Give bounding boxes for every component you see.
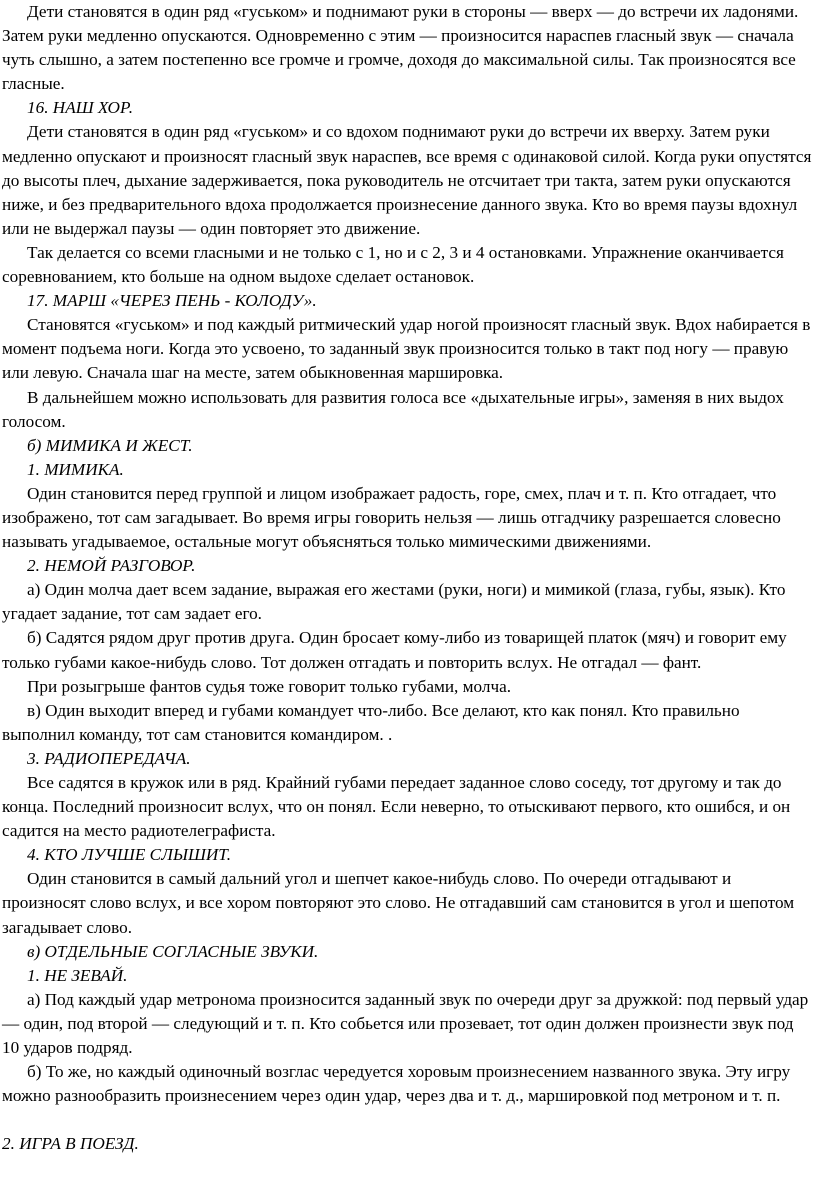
section-heading: 1. МИМИКА. bbox=[27, 459, 124, 479]
section-heading: 16. НАШ ХОР. bbox=[27, 98, 134, 118]
paragraph: Дети становятся в один ряд «гуськом» и со вдохом поднимают руки до встречи их вверху. Затем руки медленно опускают и произносят гласный звук нараспев, все время с одинаковой силой. Когда руки опустятся до высоты плеч, дыхание задерживается, пока руководитель не отсчитает три такта, затем руки опускаются ниже, и без предварительного вдоха продолжается произнесение данного звука. Кто во время паузы вдохнул или не выдержал паузы — один повторяет это движение. bbox=[2, 122, 812, 238]
paragraph: Так делается со всеми гласными и не только с 1, но и с 2, 3 и 4 остановками. Упражнение оканчивается соревнованием, кто больше на одном выдохе сделает остановок. bbox=[2, 242, 784, 287]
section-heading: 3. РАДИОПЕРЕДАЧА. bbox=[27, 748, 191, 768]
section-heading: 2. ИГРА В ПОЕЗД. bbox=[2, 1134, 139, 1154]
section-heading: 4. КТО ЛУЧШЕ СЛЫШИТ. bbox=[27, 845, 232, 865]
paragraph: В дальнейшем можно использовать для развития голоса все «дыхательные игры», заменяя в них выдох голосом. bbox=[2, 387, 784, 431]
section-heading: б) МИМИКА И ЖЕСТ. bbox=[27, 435, 193, 455]
document-page bbox=[2, 0, 814, 1156]
paragraph: Один становится перед группой и лицом изображает радость, горе, смех, плач и т. п. Кто отгадает, что изображено, тот сам загадывает. Во время игры говорить нельзя — лишь отгадчику разрешается словесно называть угадываемое, остальные могут объясняться только мимическими движениями. bbox=[2, 483, 781, 552]
paragraph: в) Один выходит вперед и губами командует что-либо. Все делают, кто как понял. Кто правильно выполнил команду, тот сам становится командиром. . bbox=[2, 700, 740, 744]
paragraph: б) Садятся рядом друг против друга. Один бросает кому-либо из товарищей платок (мяч) и говорит ему только губами какое-нибудь слово. Тот должен отгадать и повторить вслух. Не отгадал — фант. bbox=[2, 628, 787, 672]
section-heading: 17. МАРШ «ЧЕРЕЗ ПЕНЬ - КОЛОДУ». bbox=[27, 291, 317, 311]
paragraph: Один становится в самый дальний угол и шепчет какое-нибудь слово. По очереди отгадывают и произносят слово вслух, и все хором повторяют это слово. Не отгадавший сам становится в угол и шепотом загадывает слово. bbox=[2, 869, 795, 937]
section-heading: в) ОТДЕЛЬНЫЕ СОГЛАСНЫЕ ЗВУКИ. bbox=[27, 941, 319, 961]
paragraph: При розыгрыше фантов судья тоже говорит только губами, молча. bbox=[27, 676, 512, 696]
paragraph: б) То же, но каждый одиночный возглас чередуется хоровым произнесением названного звука. Эту игру можно разнообразить произнесением через один удар, через два и т. д., маршировкой под метроном и т. п. bbox=[2, 1062, 791, 1106]
paragraph: Дети становятся в один ряд «гуськом» и поднимают руки в стороны — вверх — до встречи их ладонями. Затем руки медленно опускаются. Одновременно с этим — произносится нараспев гласный звук — сначала чуть слышно, а затем постепенно все громче и громче, доходя до максимальной силы. Так произносятся все гласные. bbox=[2, 2, 799, 94]
paragraph: Становятся «гуськом» и под каждый ритмический удар ногой произносят гласный звук. Вдох набирается в момент подъема ноги. Когда это усвоено, то заданный звук произносится только в такт под ногу — правую или левую. Сначала шаг на месте, затем обыкновенная маршировка. bbox=[2, 315, 811, 383]
paragraph: Все садятся в кружок или в ряд. Крайний губами передает заданное слово соседу, тот другому и так до конца. Последний произносит вслух, что он понял. Если неверно, то отыскивают первого, кто ошибся, и он садится на место радиотелеграфиста. bbox=[2, 773, 791, 841]
section-heading: 1. НЕ ЗЕВАЙ. bbox=[27, 965, 128, 985]
blank-line bbox=[2, 1108, 814, 1132]
paragraph: а) Под каждый удар метронома произносится заданный звук по очереди друг за дружкой: под первый удар — один, под второй — следующий и т. п. Кто собьется или прозевает, тот один должен произнести звук под 10 ударов подряд. bbox=[2, 989, 809, 1058]
paragraph: а) Один молча дает всем задание, выражая его жестами (руки, ноги) и мимикой (глаза, губы, язык). Кто угадает задание, тот сам задает его. bbox=[2, 580, 786, 624]
section-heading: 2. НЕМОЙ РАЗГОВОР. bbox=[27, 556, 196, 576]
